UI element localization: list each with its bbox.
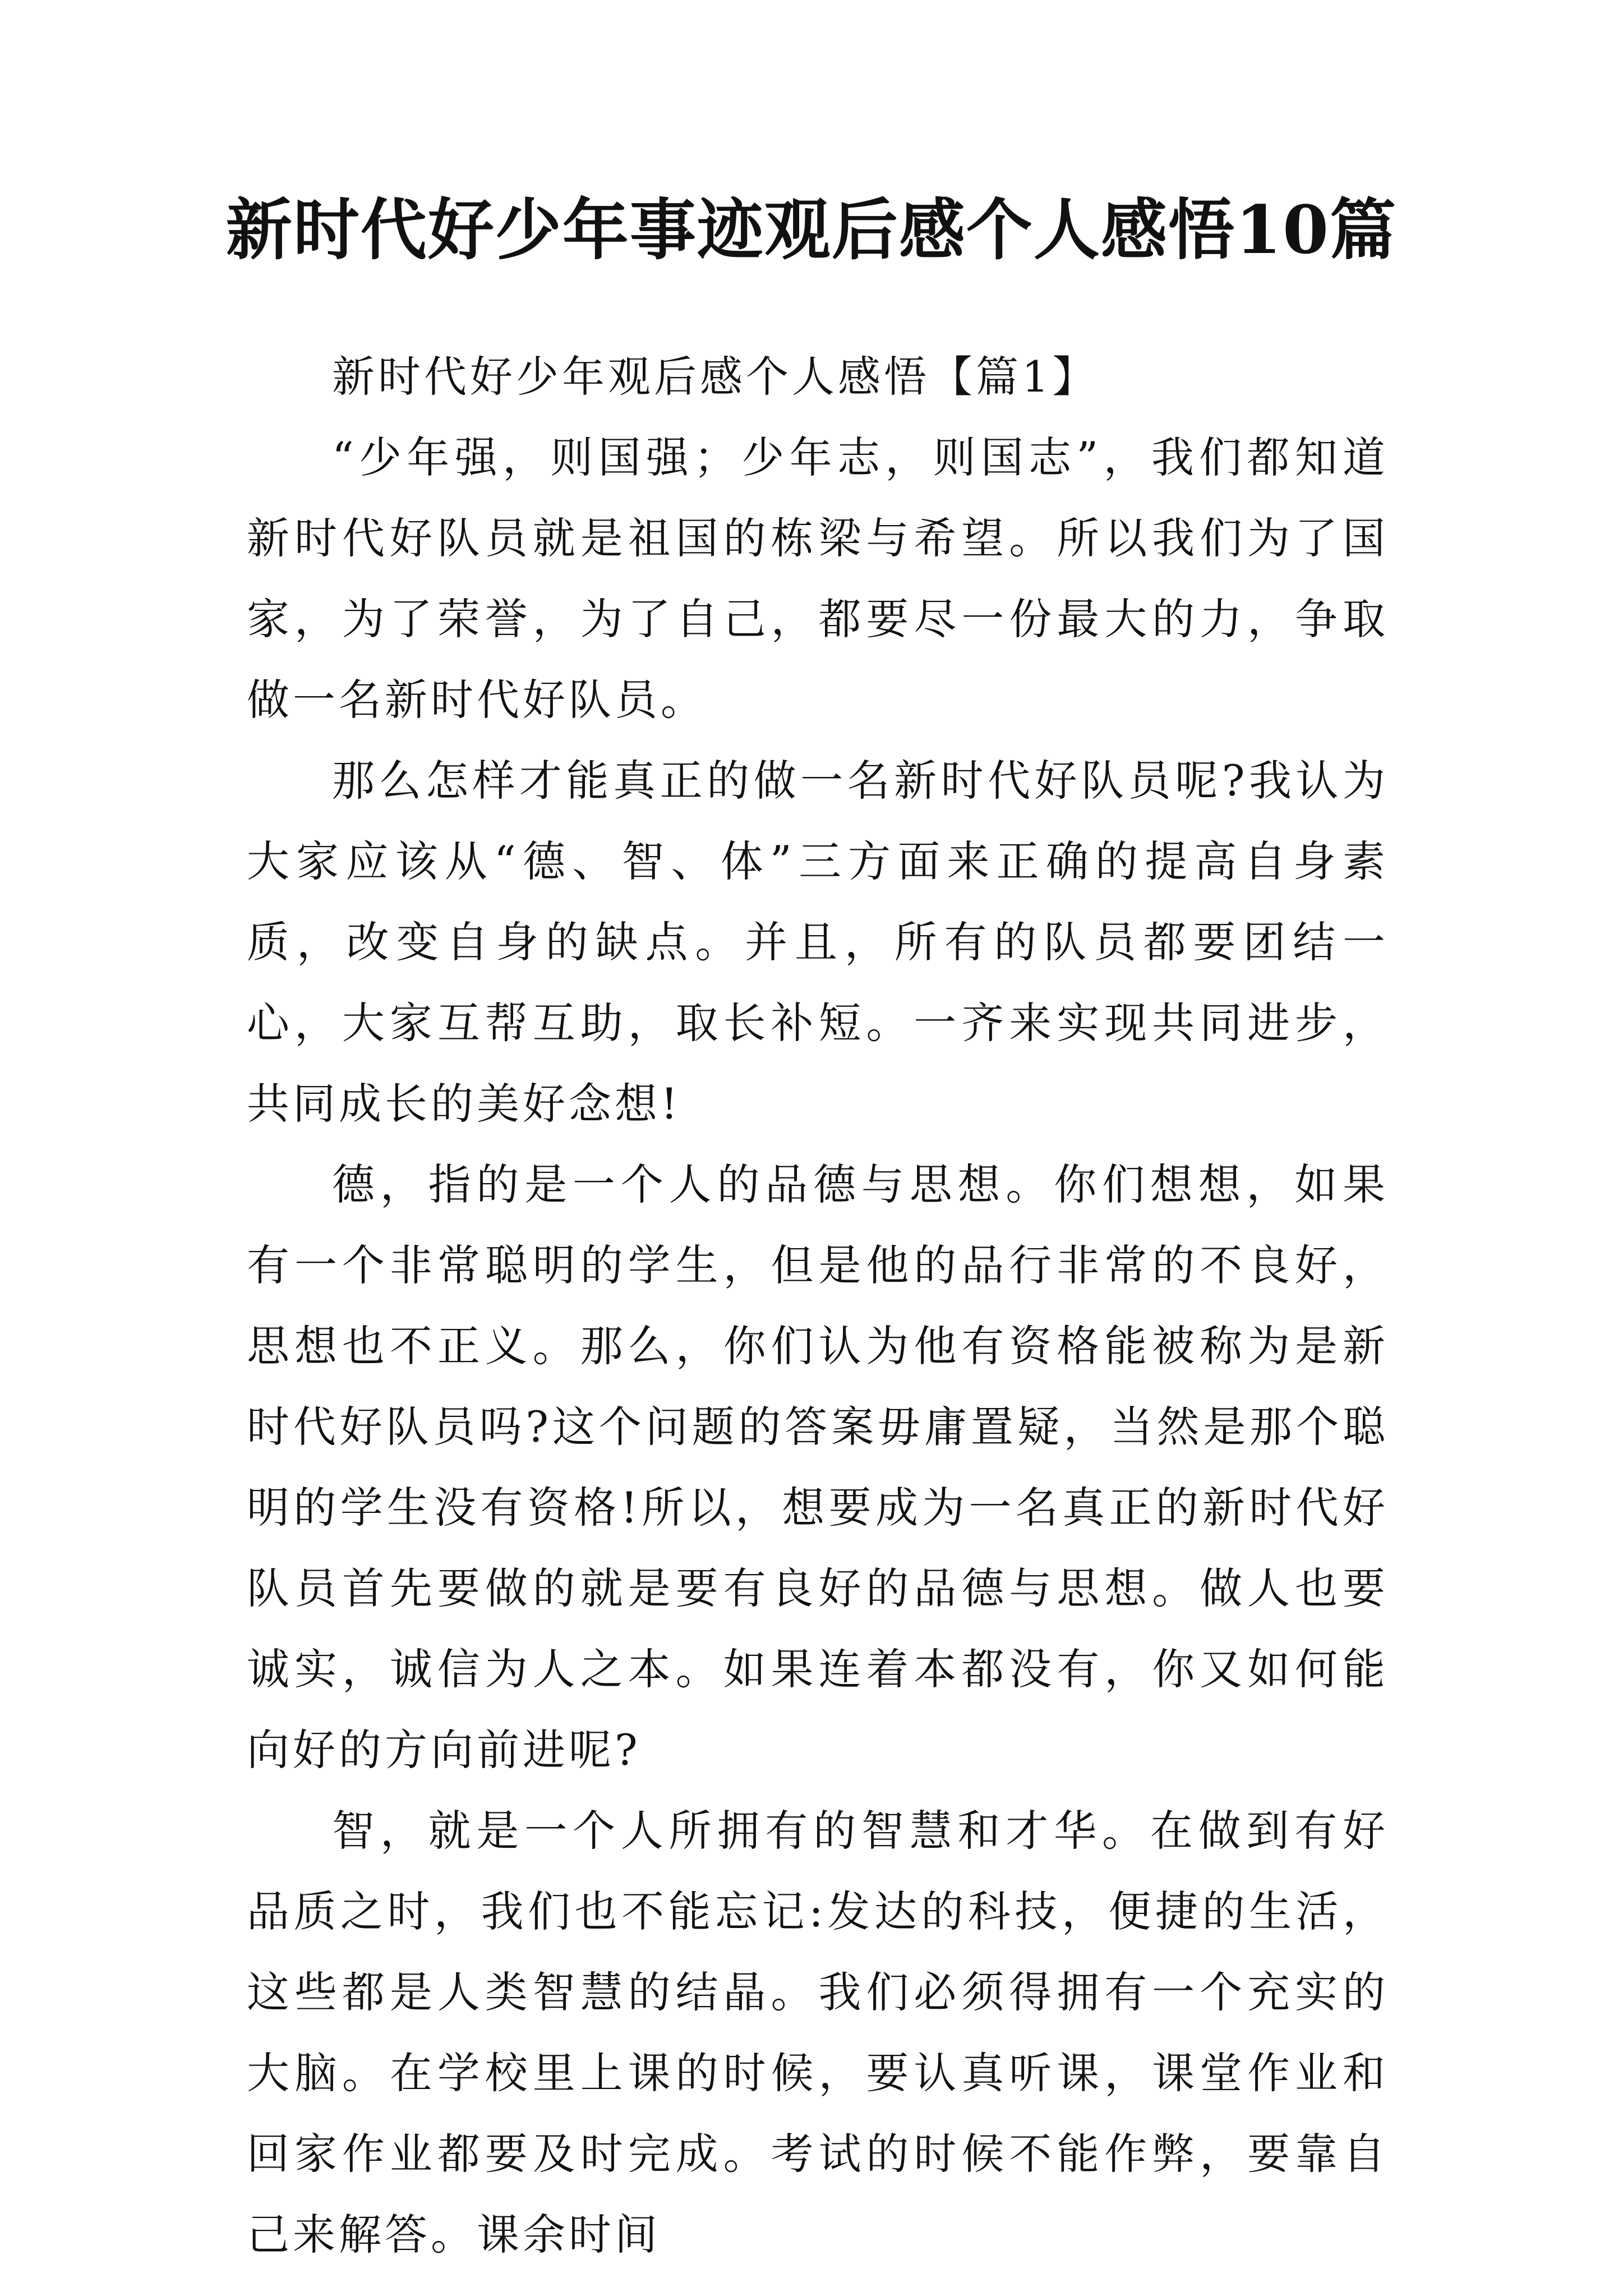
section-heading: 新时代好少年观后感个人感悟【篇1】 — [332, 352, 1099, 402]
paragraph: “少年强，则国强；少年志，则国志”，我们都知道新时代好队员就是祖国的栋梁与希望。所以我们为了国家，为了荣誉，为了自己，都要尽一份最大的力，争取做一名新时代好队员。 — [247, 432, 1389, 725]
paragraph: 智，就是一个人所拥有的智慧和才华。在做到有好品质之时，我们也不能忘记:发达的科技，便捷的生活，这些都是人类智慧的结晶。我们必须得拥有一个充实的大脑。在学校里上课的时候，要认真听课，课堂作业和回家作业都要及时完成。考试的时候不能作弊，要靠自己来解答。课余时间 — [247, 1806, 1389, 2260]
document-title: 新时代好少年事迹观后感个人感悟10篇 — [225, 191, 1398, 269]
document-body — [247, 337, 1389, 2275]
paragraph: 那么怎样才能真正的做一名新时代好队员呢?我认为大家应该从“德、智、体”三方面来正确的提高自身素质，改变自身的缺点。并且，所有的队员都要团结一心，大家互帮互助，取长补短。一齐来实现共同进步，共同成长的美好念想! — [247, 756, 1389, 1129]
paragraph: 德，指的是一个人的品德与思想。你们想想，如果有一个非常聪明的学生，但是他的品行非常的不良好，思想也不正义。那么，你们认为他有资格能被称为是新时代好队员吗?这个问题的答案毋庸置疑，当然是那个聪明的学生没有资格!所以，想要成为一名真正的新时代好队员首先要做的就是要有良好的品德与思想。做人也要诚实，诚信为人之本。如果连着本都没有，你又如何能向好的方向前进呢? — [247, 1159, 1389, 1775]
